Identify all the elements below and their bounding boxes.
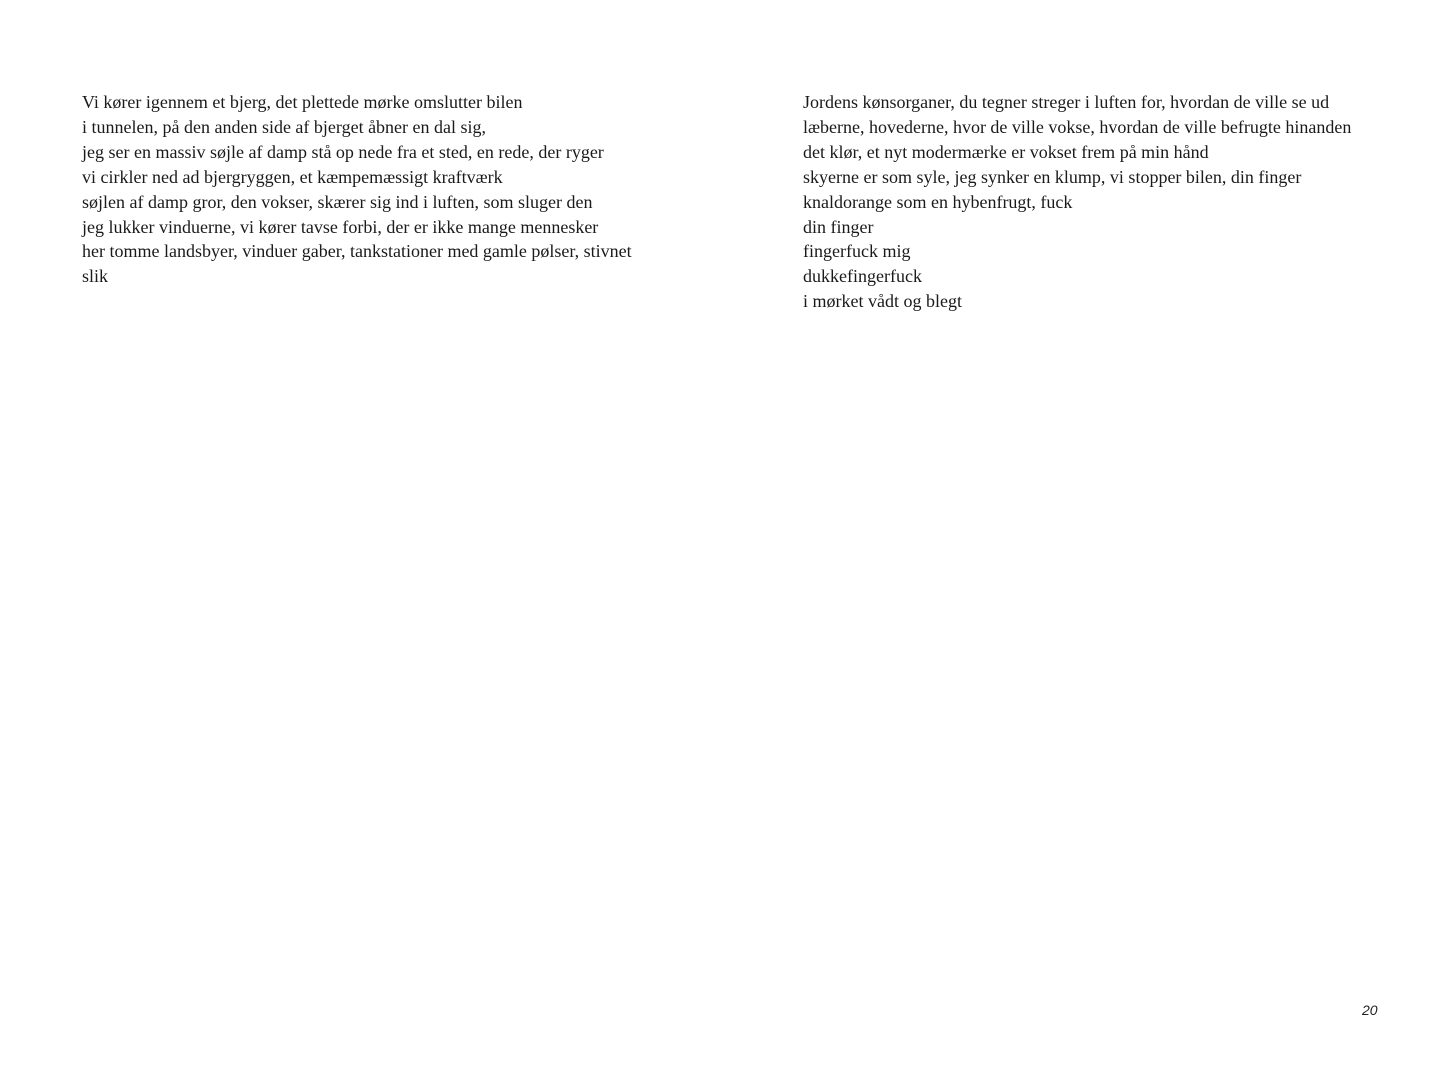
poem-line: jeg lukker vinduerne, vi kører tavse forbi, der er ikke mange mennesker — [82, 216, 599, 237]
poem-line: jeg ser en massiv søjle af damp stå op nede fra et sted, en rede, der ryger — [82, 141, 604, 162]
page-number: 20 — [1362, 1002, 1378, 1018]
poem-line: søjlen af damp gror, den vokser, skærer sig ind i luften, som sluger den — [82, 191, 593, 212]
poem-line: vi cirkler ned ad bjergryggen, et kæmpemæssigt kraftværk — [82, 166, 503, 187]
poem-line: slik — [82, 266, 109, 287]
poem-line: dukkefingerfuck — [803, 266, 922, 287]
poem-line: det klør, et nyt modermærke er vokset frem på min hånd — [803, 141, 1209, 162]
poem-line: i mørket vådt og blegt — [803, 291, 962, 312]
poem-line: Vi kører igennem et bjerg, det plettede mørke omslutter bilen — [82, 92, 523, 112]
right-poem-column — [803, 90, 1351, 314]
poem-line: Jordens kønsorganer, du tegner streger i luften for, hvordan de ville se ud — [803, 92, 1330, 112]
left-poem-column — [82, 90, 632, 289]
poem-line: knaldorange som en hybenfrugt, fuck — [803, 191, 1073, 212]
poem-line: din finger — [803, 216, 874, 237]
poem-line: skyerne er som syle, jeg synker en klump, vi stopper bilen, din finger — [803, 166, 1302, 187]
poem-line: her tomme landsbyer, vinduer gaber, tankstationer med gamle pølser, stivnet — [82, 241, 632, 262]
poem-line: fingerfuck mig — [803, 241, 911, 262]
poem-line: i tunnelen, på den anden side af bjerget åbner en dal sig, — [82, 116, 487, 137]
poem-line: læberne, hovederne, hvor de ville vokse, hvordan de ville befrugte hinanden — [803, 116, 1352, 137]
